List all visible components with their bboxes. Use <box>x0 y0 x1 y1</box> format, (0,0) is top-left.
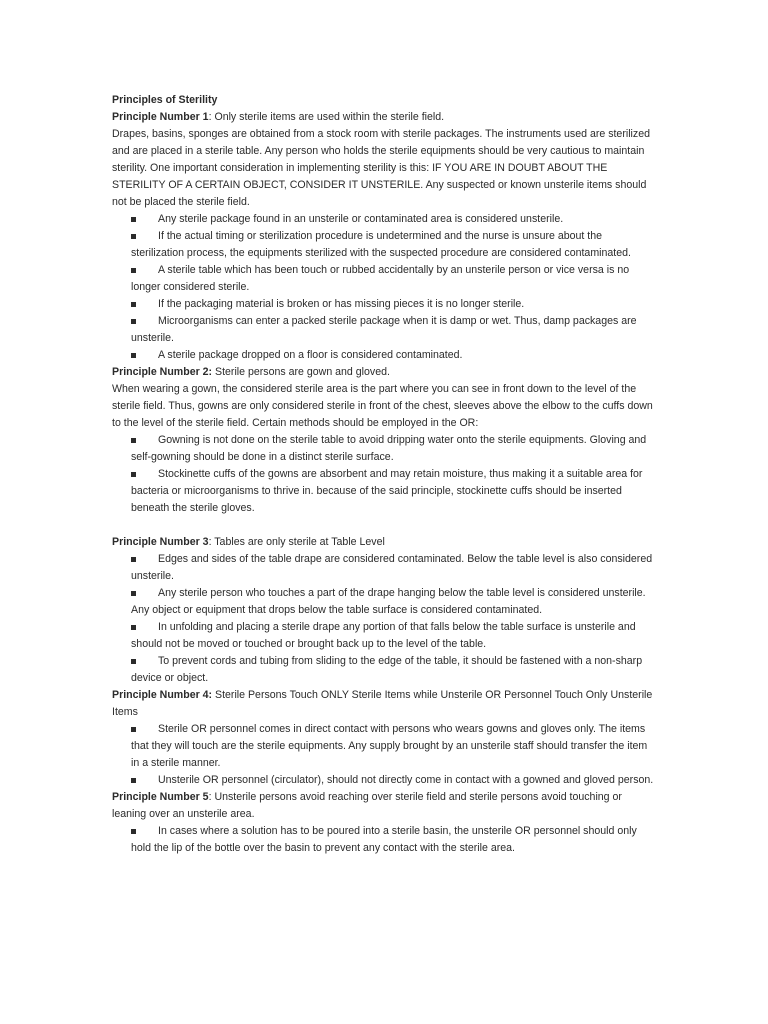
list-item <box>112 347 657 364</box>
list-item <box>112 823 657 857</box>
bullet-text: In unfolding and placing a sterile drape any portion of that falls below the table surface is unsterile and should not be moved or touched or brought back up to the level of the table. <box>131 621 636 650</box>
bullet-square-icon <box>131 727 136 732</box>
bullet-square-icon <box>131 268 136 273</box>
bullet-text: If the actual timing or sterilization procedure is undetermined and the nurse is unsure about the sterilization process, the equipments sterilized with the suspected procedure are considered contaminated. <box>131 230 631 259</box>
list-item <box>112 228 657 262</box>
list-item <box>112 466 657 517</box>
bullet-text: To prevent cords and tubing from sliding to the edge of the table, it should be fastened with a non-sharp device or object. <box>131 655 643 684</box>
list-item <box>112 432 657 466</box>
list-item <box>112 585 657 619</box>
list-item <box>112 296 657 313</box>
bullet-square-icon <box>131 557 136 562</box>
bullet-text: Sterile OR personnel comes in direct contact with persons who wears gowns and gloves only. The items that they will touch are the sterile equipments. Any supply brought by an unsterile staff should transfer the item in a sterile manner. <box>131 723 648 769</box>
principle-4-text: Sterile Persons Touch ONLY Sterile Items while Unsterile OR Personnel Touch Only Unsterile Items <box>112 689 653 718</box>
principle-5-label: Principle Number 5 <box>112 791 209 803</box>
principle-4-bullets <box>112 721 657 789</box>
principle-1-label: Principle Number 1 <box>112 111 209 123</box>
principle-2-paragraph: When wearing a gown, the considered sterile area is the part where you can see in front down to the level of the sterile field. Thus, gowns are only considered sterile in front of the chest, sleeves above the elbow to the cuffs down to the level of the sterile field. Certain methods should be employed in the OR: <box>112 383 653 429</box>
list-item <box>112 653 657 687</box>
bullet-text: Stockinette cuffs of the gowns are absorbent and may retain moisture, thus making it a suitable area for bacteria or microorganisms to thrive in. because of the said principle, stockinette cuffs should be inserted beneath the sterile gloves. <box>131 468 643 514</box>
principle-4-heading <box>112 687 657 721</box>
document-page <box>112 92 657 857</box>
list-item <box>112 619 657 653</box>
bullet-text: A sterile package dropped on a floor is considered contaminated. <box>158 349 463 361</box>
bullet-square-icon <box>131 472 136 477</box>
principle-5-heading <box>112 789 657 823</box>
bullet-square-icon <box>131 625 136 630</box>
principle-3-label: Principle Number 3 <box>112 536 209 548</box>
principle-4-label: Principle Number 4: <box>112 689 213 701</box>
principle-1-text: : Only sterile items are used within the sterile field. <box>208 111 445 123</box>
list-item <box>112 211 657 228</box>
principle-5-bullets <box>112 823 657 857</box>
list-item <box>112 721 657 772</box>
bullet-text: A sterile table which has been touch or rubbed accidentally by an unsterile person or vice versa is no longer considered sterile. <box>131 264 630 293</box>
bullet-text: Any sterile package found in an unsterile or contaminated area is considered unsterile. <box>158 213 564 225</box>
bullet-square-icon <box>131 778 136 783</box>
bullet-text: Unsterile OR personnel (circulator), should not directly come in contact with a gowned and gloved person. <box>158 774 654 786</box>
principle-2-label: Principle Number 2: <box>112 366 213 378</box>
bullet-square-icon <box>131 659 136 664</box>
document-title: Principles of Sterility <box>112 94 218 106</box>
list-item <box>112 551 657 585</box>
bullet-square-icon <box>131 438 136 443</box>
bullet-square-icon <box>131 353 136 358</box>
blank-line <box>112 517 657 534</box>
principle-1-paragraph: Drapes, basins, sponges are obtained from a stock room with sterile packages. The instruments used are sterilized and are placed in a sterile table. Any person who holds the sterile equipments should be very cautious to maintain sterility. One important consideration in implementing sterility is this: IF YOU ARE IN DOUBT ABOUT THE STERILITY OF A CERTAIN OBJECT, CONSIDER IT UNSTERILE. Any suspected or known unsterile items should not be placed the sterile field. <box>112 128 650 208</box>
bullet-square-icon <box>131 591 136 596</box>
principle-3-bullets <box>112 551 657 687</box>
bullet-text: In cases where a solution has to be poured into a sterile basin, the unsterile OR personnel should only hold the lip of the bottle over the basin to prevent any contact with the sterile area. <box>131 825 637 854</box>
bullet-square-icon <box>131 302 136 307</box>
list-item <box>112 313 657 347</box>
bullet-square-icon <box>131 829 136 834</box>
bullet-text: Any sterile person who touches a part of the drape hanging below the table level is considered unsterile. Any object or equipment that drops below the table surface is considered contaminated. <box>131 587 646 616</box>
bullet-text: If the packaging material is broken or has missing pieces it is no longer sterile. <box>158 298 525 310</box>
bullet-text: Edges and sides of the table drape are considered contaminated. Below the table level is also considered unsterile. <box>131 553 653 582</box>
principle-1-bullets <box>112 211 657 364</box>
principle-5-text: : Unsterile persons avoid reaching over sterile field and sterile persons avoid touching or leaning over an unsterile area. <box>112 791 622 820</box>
principle-1-heading <box>112 109 657 126</box>
principle-3-text: : Tables are only sterile at Table Level <box>208 536 385 548</box>
principle-2-text: Sterile persons are gown and gloved. <box>212 366 390 378</box>
bullet-text: Gowning is not done on the sterile table to avoid dripping water onto the sterile equipments. Gloving and self-gowning should be done in a distinct sterile surface. <box>131 434 647 463</box>
bullet-square-icon <box>131 319 136 324</box>
principle-3-heading <box>112 534 657 551</box>
list-item <box>112 262 657 296</box>
bullet-square-icon <box>131 217 136 222</box>
bullet-square-icon <box>131 234 136 239</box>
bullet-text: Microorganisms can enter a packed sterile package when it is damp or wet. Thus, damp packages are unsterile. <box>131 315 637 344</box>
principle-2-heading <box>112 364 657 381</box>
list-item <box>112 772 657 789</box>
principle-2-bullets <box>112 432 657 517</box>
